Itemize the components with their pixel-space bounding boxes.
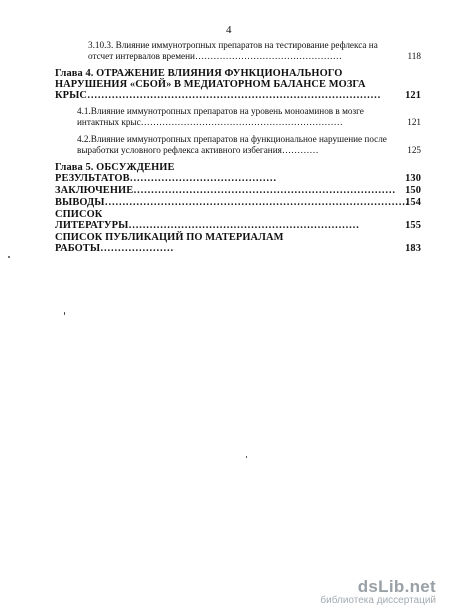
watermark-logo: dsLib.net: [357, 577, 436, 596]
toc-entry-3-10-3: [55, 40, 421, 62]
toc-entry-references: [55, 209, 421, 231]
toc-entry-text: 4.1.Влияние иммунотропных препаратов на уровень моноаминов в мозге интактных крыс…………………………………………………………: [77, 106, 364, 127]
toc-entry-page: 121: [407, 117, 421, 127]
toc-entry-publications: [55, 232, 421, 254]
toc-entry-page: 121: [405, 90, 421, 101]
table-of-contents: [55, 40, 421, 254]
toc-entry-page: 183: [405, 243, 421, 254]
toc-entry-page: 150: [405, 185, 421, 196]
toc-entry-findings: [55, 197, 421, 208]
toc-entry-page: 154: [405, 197, 421, 208]
toc-entry-4-2: [55, 134, 421, 156]
toc-entry-page: 155: [405, 220, 421, 231]
toc-entry-text: 4.2.Влияние иммунотропных препаратов на функциональное нарушение после выработки условного рефлекса активного избегания…………: [77, 134, 387, 155]
toc-entry-page: 118: [407, 51, 421, 61]
scan-speck: [8, 256, 10, 258]
toc-entry-4-1: [55, 106, 421, 128]
scan-speck: [246, 456, 247, 458]
toc-entry-conclusion: [55, 185, 421, 196]
page-number: 4: [226, 24, 232, 36]
toc-entry-chapter-5: [55, 162, 421, 184]
toc-entry-text: ЗАКЛЮЧЕНИЕ…………………………………………………………………: [55, 185, 396, 196]
toc-entry-text: 3.10.3. Влияние иммунотропных препаратов на тестирование рефлекса на отсчет интервалов времени…………………………………………: [88, 40, 378, 61]
scan-speck: [64, 312, 65, 315]
toc-entry-page: 125: [407, 145, 421, 155]
toc-entry-text: Глава 5. ОБСУЖДЕНИЕ РЕЗУЛЬТАТОВ……………………………………: [55, 162, 277, 184]
toc-entry-text: ВЫВОДЫ……………………………………………………………………………: [55, 197, 409, 208]
toc-entry-text: СПИСОК ЛИТЕРАТУРЫ…………………………………………………………: [55, 209, 360, 231]
toc-entry-text: СПИСОК ПУБЛИКАЦИЙ ПО МАТЕРИАЛАМ РАБОТЫ…………………: [55, 232, 284, 254]
watermark: [320, 577, 436, 606]
watermark-tagline: библиотека диссертаций: [320, 595, 436, 606]
toc-entry-page: 130: [405, 173, 421, 184]
toc-entry-text: Глава 4. ОТРАЖЕНИЕ ВЛИЯНИЯ ФУНКЦИОНАЛЬНОГО НАРУШЕНИЯ «СБОЙ» В МЕДИАТОРНОМ БАЛАНСЕ МОЗГА КРЫС…………………………………………………………………………: [55, 68, 381, 101]
toc-entry-chapter-4: [55, 68, 421, 101]
